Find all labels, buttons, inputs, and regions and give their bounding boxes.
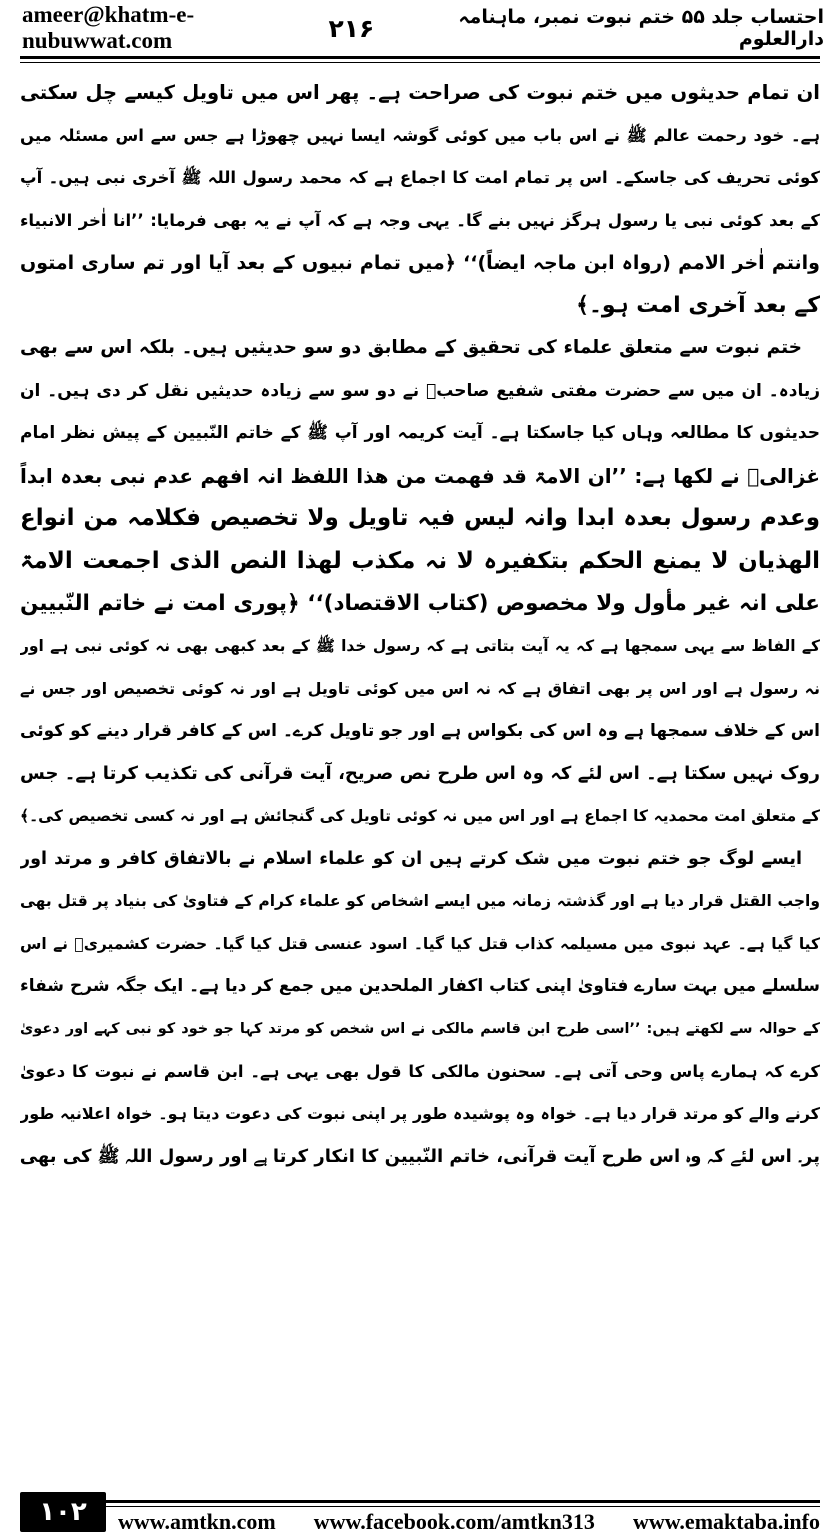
text-line: غزالیؒ نے لکھا ہے: ’’ان الامۃ قد فھمت من ھذا اللفظ انہ افھم عدم نبی بعدہ ابداً (20, 463, 820, 488)
text-line: کے بعد آخری امت ہو۔﴾ (576, 292, 820, 318)
text-line: حدیثوں کا مطالعہ وہاں کیا جاسکتا ہے۔ آیت کریمہ اور آپ ﷺ کے خاتم النّبیین کے پیش نظر امام (20, 423, 820, 444)
text-line: سلسلے میں بہت سارے فتاویٰ اپنی کتاب اکفار الملحدین میں جمع کر دیا ہے۔ ایک جگہ شرح شفاء (20, 976, 820, 997)
text-line: روک نہیں سکتا ہے۔ اس لئے کہ وہ اس طرح نص صریح، آیت قرآنی کی تکذیب کرتا ہے۔ جس (20, 762, 820, 784)
text-line: کوئی تحریف کی جاسکے۔ اس پر تمام امت کا اجماع ہے کہ محمد رسول اللہ ﷺ آخری نبی ہیں۔ آپ (20, 168, 820, 188)
footer-links: www.amtkn.com www.facebook.com/amtkn313 www.emaktaba.info (118, 1509, 820, 1534)
text-line: ختم نبوت سے متعلق علماء کی تحقیق کے مطابق دو سو حدیثیں ہیں۔ بلکہ اس سے بھی (20, 337, 802, 359)
page-footer (0, 1492, 840, 1540)
text-line: ایسے لوگ جو ختم نبوت میں شک کرتے ہیں ان کو علماء اسلام نے بالاتفاق کافر و مرتد اور (20, 848, 802, 869)
text-line: اس کے خلاف سمجھا ہے وہ اس کی بکواس ہے اور جو تاویل کرے۔ اس کے کافر قرار دینے کو کوئی (20, 721, 820, 742)
footer-page-number: ١٠٢ (20, 1492, 106, 1532)
text-line: وانتم اٰخر الامم (رواہ ابن ماجہ ایضاً)‘‘ ﴿میں تمام نبیوں کے بعد آیا اور تم ساری امتوں (20, 252, 820, 275)
text-line: وعدم رسول بعدہ ابدا وانہ لیس فیہ تاویل ولا تخصیص فکلامہ من انواع (20, 505, 820, 532)
text-line: کے متعلق امت محمدیہ کا اجماع ہے اور اس میں نہ کوئی تاویل کی گنجائش ہے اور نہ کسی تخصیص کی۔﴾ (20, 807, 820, 826)
header-title: احتساب جلد ۵۵ ختم نبوت نمبر، ماہنامہ دارالعلوم (458, 6, 824, 50)
header-rule-thin (20, 62, 820, 63)
text-line: کے حوالہ سے لکھتے ہیں: ’’اسی طرح ابن قاسم مالکی نے اس شخص کو مرتد کہا جو خود کو نبی کہے اور دعویٰ (20, 1021, 820, 1038)
text-line: نہ رسول ہے اور اس پر بھی اتفاق ہے کہ نہ اس میں کوئی تاویل ہے اور نہ کوئی تخصیص اور جس نے (20, 678, 820, 698)
text-line: کے بعد کوئی نبی یا رسول ہرگز نہیں بنے گا۔ یہی وجہ ہے کہ آپ نے یہ بھی فرمایا: ’’انا اٰخر الانبیاء (20, 210, 820, 230)
text-line: کے الفاظ سے یہی سمجھا ہے کہ یہ آیت بتاتی ہے کہ رسول خدا ﷺ کے بعد کبھی بھی نہ کوئی نبی ہے اور (20, 637, 820, 656)
header-right (328, 6, 824, 50)
header-page-number: ۲۱۶ (328, 13, 375, 43)
text-line: کرنے والے کو مرتد قرار دیا ہے۔ خواہ وہ پوشیدہ طور پر اپنی نبوت کی دعوت دیتا ہو۔ خواہ اعلانیہ طور (20, 1104, 820, 1124)
text-line: ان تمام حدیثوں میں ختم نبوت کی صراحت ہے۔ پھر اس میں تاویل کیسے چل سکتی (20, 81, 820, 104)
header-rule-thick (20, 56, 820, 59)
text-line: ہے۔ خود رحمت عالم ﷺ نے اس باب میں کوئی گوشہ ایسا نہیں چھوڑا ہے جس سے اس مسئلہ میں (20, 125, 820, 145)
text-line: کرے کہ ہمارے پاس وحی آتی ہے۔ سحنون مالکی کا قول بھی یہی ہے۔ ابن قاسم نے نبوت کا دعویٰ (20, 1061, 820, 1081)
text-line: واجب القتل قرار دیا ہے اور گذشتہ زمانہ میں ایسے اشخاص کو علماء کرام کے فتاویٰ کی بنیاد پر قتل بھی (20, 892, 820, 911)
text-line: الھذیان لا یمنع الحکم بتکفیرہ لا نہ مکذب لھذا النص الذی اجمعت الامۃ (20, 548, 820, 575)
text-line: کیا گیا ہے۔ عہد نبوی میں مسیلمہ کذاب قتل کیا گیا۔ اسود عنسی قتل کیا گیا۔ حضرت کشمیریؒ نے اس (20, 934, 820, 953)
text-line: زیادہ۔ ان میں سے حضرت مفتی شفیع صاحبؒ نے دو سو سے زیادہ حدیثیں نقل کر دی ہیں۔ ان (20, 380, 820, 401)
header-email: ameer@khatm-e-nubuwwat.com (22, 2, 195, 53)
footer-rule-thin (106, 1506, 820, 1507)
text-line: پر۔ اس لئے کہ وہ اس طرح آیت قرآنی، خاتم النّبیین کا انکار کرتا ہے اور رسول اللہ ﷺ کی بھی (20, 1145, 820, 1167)
body-text (20, 72, 820, 1476)
footer-rule-thick (106, 1500, 820, 1503)
page-header (0, 0, 840, 56)
text-line: علی انہ غیر مأول ولا مخصوص (کتاب الاقتصاد)‘‘ ﴿پوری امت نے خاتم النّبیین (20, 590, 820, 616)
